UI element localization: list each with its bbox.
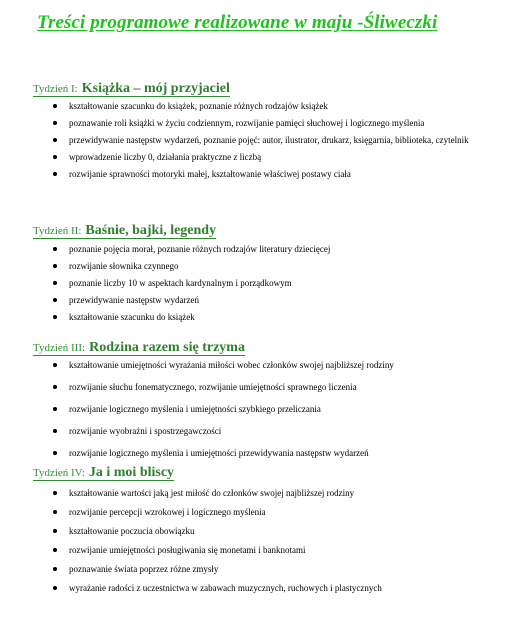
list-item: rozwijanie sprawności motoryki małej, kształtowanie właściwej postawy ciała bbox=[33, 169, 469, 180]
list-item: kształtowanie umiejętności wyrażania miłości wobec członków swojej najbliższej rodziny bbox=[33, 360, 469, 371]
week-4-heading bbox=[33, 465, 174, 481]
list-item: wprowadzenie liczby 0, działania praktyczne z liczbą bbox=[33, 152, 469, 163]
week-1-list bbox=[33, 101, 503, 180]
list-item: rozwijanie logicznego myślenia i umiejętności przewidywania następstw wydarzeń bbox=[33, 448, 469, 459]
bullet-icon bbox=[53, 298, 57, 302]
bullet-icon bbox=[53, 247, 57, 251]
list-item: rozwijanie percepcji wzrokowej i logicznego myślenia bbox=[33, 507, 469, 518]
bullet-icon bbox=[53, 315, 57, 319]
bullet-icon bbox=[53, 121, 57, 125]
document-title: Treści programowe realizowane w maju -Śliweczki bbox=[37, 12, 438, 33]
list-item: poznawanie świata poprzez różne zmysły bbox=[33, 564, 469, 575]
list-item: rozwijanie wyobraźni i spostrzegawczości bbox=[33, 426, 469, 437]
week-2-list bbox=[33, 244, 503, 323]
week-4-list bbox=[33, 488, 503, 594]
week-3-heading bbox=[33, 340, 245, 356]
week-4-section bbox=[33, 463, 503, 594]
week-1-title: Książka – mój przyjaciel bbox=[81, 81, 230, 96]
bullet-icon bbox=[53, 264, 57, 268]
list-item: wyrażanie radości z uczestnictwa w zabawach muzycznych, ruchowych i plastycznych bbox=[33, 583, 469, 594]
week-3-title: Rodzina razem się trzyma bbox=[89, 340, 245, 355]
bullet-icon bbox=[53, 407, 57, 411]
week-3-label: Tydzień III: bbox=[33, 342, 86, 354]
list-item: kształtowanie szacunku do książek, poznanie różnych rodzajów książek bbox=[33, 101, 469, 112]
week-1-heading bbox=[33, 81, 230, 97]
week-2-section bbox=[33, 221, 503, 323]
bullet-icon bbox=[53, 491, 57, 495]
bullet-icon bbox=[53, 429, 57, 433]
list-item: poznawanie roli książki w życiu codziennym, rozwijanie pamięci słuchowej i logicznego myślenia bbox=[33, 118, 469, 129]
bullet-icon bbox=[53, 567, 57, 571]
bullet-icon bbox=[53, 548, 57, 552]
bullet-icon bbox=[53, 155, 57, 159]
list-item: rozwijanie umiejętności posługiwania się monetami i banknotami bbox=[33, 545, 469, 556]
list-item: rozwijanie słownika czynnego bbox=[33, 261, 469, 272]
week-4-title: Ja i moi bliscy bbox=[88, 465, 175, 480]
list-item: przewidywanie następstw wydarzeń bbox=[33, 295, 469, 306]
week-1-label: Tydzień I: bbox=[33, 83, 78, 95]
bullet-icon bbox=[53, 281, 57, 285]
list-item: rozwijanie słuchu fonematycznego, rozwijanie umiejętności sprawnego liczenia bbox=[33, 382, 469, 393]
bullet-icon bbox=[53, 510, 57, 514]
bullet-icon bbox=[53, 586, 57, 590]
bullet-icon bbox=[53, 529, 57, 533]
week-1-section bbox=[33, 79, 503, 180]
bullet-icon bbox=[53, 104, 57, 108]
list-item: poznanie pojęcia morał, poznanie różnych rodzajów literatury dziecięcej bbox=[33, 244, 469, 255]
week-3-list bbox=[33, 360, 503, 459]
week-2-heading bbox=[33, 223, 216, 239]
list-item: kształtowanie poczucia obowiązku bbox=[33, 526, 469, 537]
list-item: rozwijanie logicznego myślenia i umiejętności szybkiego przeliczania bbox=[33, 404, 469, 415]
bullet-icon bbox=[53, 451, 57, 455]
bullet-icon bbox=[53, 172, 57, 176]
list-item: kształtowanie wartości jaką jest miłość do członków swojej najbliższej rodziny bbox=[33, 488, 469, 499]
week-3-section bbox=[33, 338, 503, 459]
list-item: przewidywanie następstw wydarzeń, poznanie pojęć: autor, ilustrator, drukarz, księgarnia, biblioteka, czytelnik bbox=[33, 135, 469, 146]
week-4-label: Tydzień IV: bbox=[33, 467, 85, 479]
bullet-icon bbox=[53, 385, 57, 389]
week-2-label: Tydzień II: bbox=[33, 225, 82, 237]
list-item: poznanie liczby 10 w aspektach kardynalnym i porządkowym bbox=[33, 278, 469, 289]
list-item: kształtowanie szacunku do książek bbox=[33, 312, 469, 323]
week-2-title: Baśnie, bajki, legendy bbox=[85, 223, 217, 238]
bullet-icon bbox=[53, 138, 57, 142]
bullet-icon bbox=[53, 363, 57, 367]
